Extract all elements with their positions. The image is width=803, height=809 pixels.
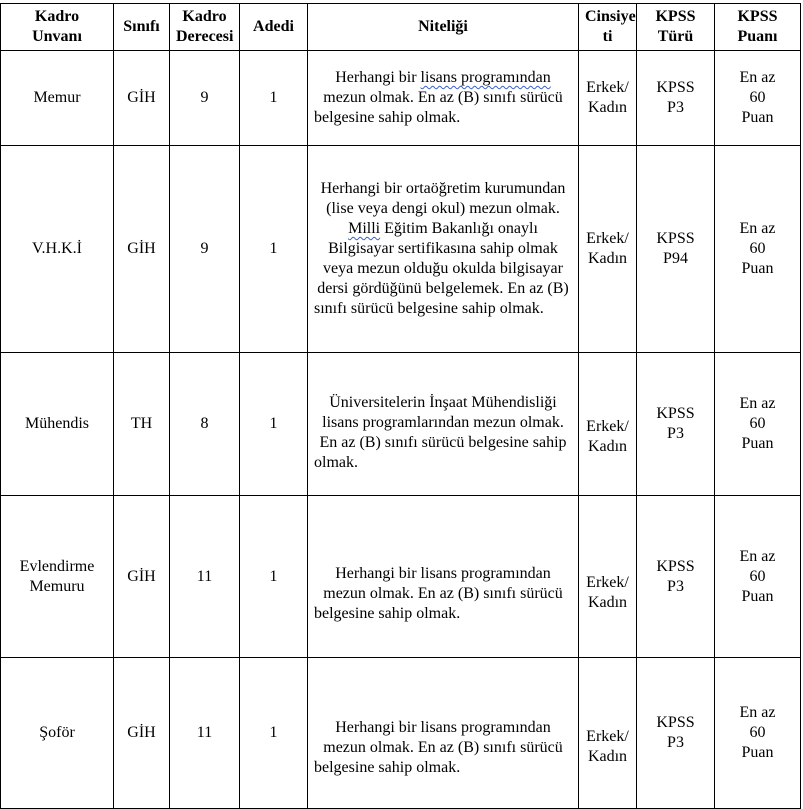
cell-adet: 1 — [240, 146, 308, 353]
kpss-puani-line3: Puan — [741, 260, 774, 277]
cell-kpss-puani — [715, 496, 801, 658]
header-kpss-puani-line2: Puanı — [737, 28, 778, 45]
header-kadro-derecesi-line1: Kadro — [182, 8, 227, 25]
kpss-puani-line3: Puan — [741, 587, 774, 605]
cell-nitelik — [308, 496, 579, 658]
cell-unvan: Şoför — [1, 658, 114, 809]
nitelik-text: Herhangi bir lisans programından mezun olmak. En az (B) sınıfı sürücü belgesine sahip olmak. — [314, 564, 563, 622]
cell-nitelik — [308, 353, 579, 496]
cell-derece: 11 — [170, 496, 240, 658]
nitelik-text-rest: mezun olmak. En az (B) sınıfı sürücü belgesine sahip olmak. — [314, 89, 563, 126]
nitelik-text: Üniversitelerin İnşaat Mühendisliği lisans programlarından mezun olmak. En az (B) sınıfı sürücü belgesine sahip olmak. — [314, 394, 567, 471]
header-kadro-unvani-line2: Unvanı — [32, 28, 82, 45]
kpss-turu-line1: KPSS — [656, 79, 695, 96]
cell-adet: 1 — [240, 353, 308, 496]
kpss-turu-line1: KPSS — [656, 230, 695, 247]
cell-sinif: GİH — [114, 146, 170, 353]
cell-kpss-turu — [637, 658, 715, 809]
kpss-turu-line2: P3 — [667, 425, 684, 442]
header-kadro-derecesi-line2: Derecesi — [176, 28, 234, 45]
header-adedi: Adedi — [240, 4, 308, 51]
kpss-turu-line2: P3 — [667, 734, 684, 751]
cell-unvan: V.H.K.İ — [1, 146, 114, 353]
header-kpss-puani-line1: KPSS — [737, 8, 778, 25]
nitelik-text-rest: Eğitim Bakanlığı onaylı Bilgisayar sertifikasına sahip olmak veya mezun olduğu okulda bilgisayar dersi gördüğünü belgelemek. En az (B) sınıfı sürücü belgesine sahip olmak. — [314, 220, 569, 317]
cinsiyet-line1: Erkek/ — [586, 230, 629, 247]
kpss-puani-line1: En az — [739, 395, 776, 412]
cell-kpss-puani — [715, 353, 801, 496]
cinsiyet-line1: Erkek/ — [586, 418, 629, 435]
cell-cinsiyet — [579, 353, 637, 496]
header-kpss-turu — [637, 4, 715, 51]
cell-cinsiyet — [579, 146, 637, 353]
cell-adet: 1 — [240, 496, 308, 658]
header-kpss-puani — [715, 4, 801, 51]
cinsiyet-line1: Erkek/ — [586, 79, 629, 96]
header-kadro-unvani — [1, 4, 114, 51]
cell-kpss-turu — [637, 51, 715, 146]
kpss-turu-line1: KPSS — [656, 557, 695, 575]
kpss-puani-line2: 60 — [749, 415, 766, 432]
cell-kpss-turu — [637, 496, 715, 658]
table-row — [1, 353, 801, 496]
kpss-puani-line3: Puan — [741, 744, 774, 761]
header-cinsiyeti — [579, 4, 637, 51]
kpss-puani-line2: 60 — [749, 724, 766, 741]
kpss-turu-line1: KPSS — [656, 714, 695, 731]
table-row — [1, 658, 801, 809]
spellcheck-underlined-text: lisans programından — [420, 69, 551, 86]
cell-nitelik — [308, 51, 579, 146]
cell-kpss-turu — [637, 353, 715, 496]
spellcheck-underlined-text: Milli — [348, 220, 381, 237]
cell-sinif: GİH — [114, 658, 170, 809]
header-niteligi: Niteliği — [308, 4, 579, 51]
header-sinifi: Sınıfı — [114, 4, 170, 51]
cell-unvan: Mühendis — [1, 353, 114, 496]
cell-adet: 1 — [240, 51, 308, 146]
kpss-puani-line1: En az — [739, 704, 776, 721]
kpss-puani-line1: En az — [739, 220, 776, 237]
header-kpss-turu-line2: Türü — [657, 28, 694, 45]
cinsiyet-line2: Kadın — [587, 438, 628, 455]
cell-adet: 1 — [240, 658, 308, 809]
cinsiyet-line2: Kadın — [587, 748, 628, 765]
cell-sinif: TH — [114, 353, 170, 496]
cell-derece: 8 — [170, 353, 240, 496]
header-kadro-derecesi — [170, 4, 240, 51]
kpss-puani-line2: 60 — [749, 567, 766, 585]
nitelik-text: Herhangi bir lisans programından mezun olmak. En az (B) sınıfı sürücü belgesine sahip olmak. — [314, 718, 563, 776]
cell-derece: 9 — [170, 146, 240, 353]
kpss-turu-line2: P94 — [663, 250, 688, 267]
cinsiyet-line2: Kadın — [587, 250, 628, 267]
cell-derece: 9 — [170, 51, 240, 146]
kpss-puani-line2: 60 — [749, 240, 766, 257]
cell-kpss-puani — [715, 51, 801, 146]
cell-unvan: Memur — [1, 51, 114, 146]
table-row — [1, 146, 801, 353]
kadro-table — [0, 3, 801, 809]
header-kadro-unvani-line1: Kadro — [34, 8, 80, 25]
kpss-puani-line3: Puan — [741, 435, 774, 452]
nitelik-text: Herhangi bir — [335, 69, 421, 86]
unvan-line1: Evlendirme — [19, 557, 95, 575]
kpss-puani-line1: En az — [739, 69, 776, 86]
cell-cinsiyet — [579, 496, 637, 658]
header-cinsiyeti-line1: Cinsiye — [585, 8, 636, 25]
kpss-puani-line3: Puan — [741, 109, 774, 126]
cell-sinif: GİH — [114, 496, 170, 658]
cell-unvan — [1, 496, 114, 658]
cinsiyet-line1: Erkek/ — [586, 573, 629, 591]
kpss-turu-line2: P3 — [667, 577, 684, 595]
cell-sinif: GİH — [114, 51, 170, 146]
cinsiyet-line2: Kadın — [587, 593, 628, 611]
kpss-turu-line2: P3 — [667, 99, 684, 116]
cell-nitelik — [308, 146, 579, 353]
cell-cinsiyet — [579, 658, 637, 809]
cinsiyet-line2: Kadın — [587, 99, 628, 116]
cell-nitelik — [308, 658, 579, 809]
kpss-puani-line1: En az — [739, 547, 776, 565]
table-row — [1, 51, 801, 146]
cinsiyet-line1: Erkek/ — [586, 728, 629, 745]
table-row — [1, 496, 801, 658]
cell-kpss-puani — [715, 146, 801, 353]
unvan-line2: Memuru — [29, 577, 85, 595]
cell-kpss-turu — [637, 146, 715, 353]
cell-cinsiyet — [579, 51, 637, 146]
header-row — [1, 4, 801, 51]
nitelik-text: Herhangi bir ortaöğretim kurumundan (lise veya dengi okul) mezun olmak. — [320, 180, 566, 217]
cell-derece: 11 — [170, 658, 240, 809]
cell-kpss-puani — [715, 658, 801, 809]
kpss-puani-line2: 60 — [749, 89, 766, 106]
header-kpss-turu-line1: KPSS — [655, 8, 696, 25]
header-cinsiyeti-line2: ti — [602, 28, 613, 45]
kpss-turu-line1: KPSS — [656, 405, 695, 422]
